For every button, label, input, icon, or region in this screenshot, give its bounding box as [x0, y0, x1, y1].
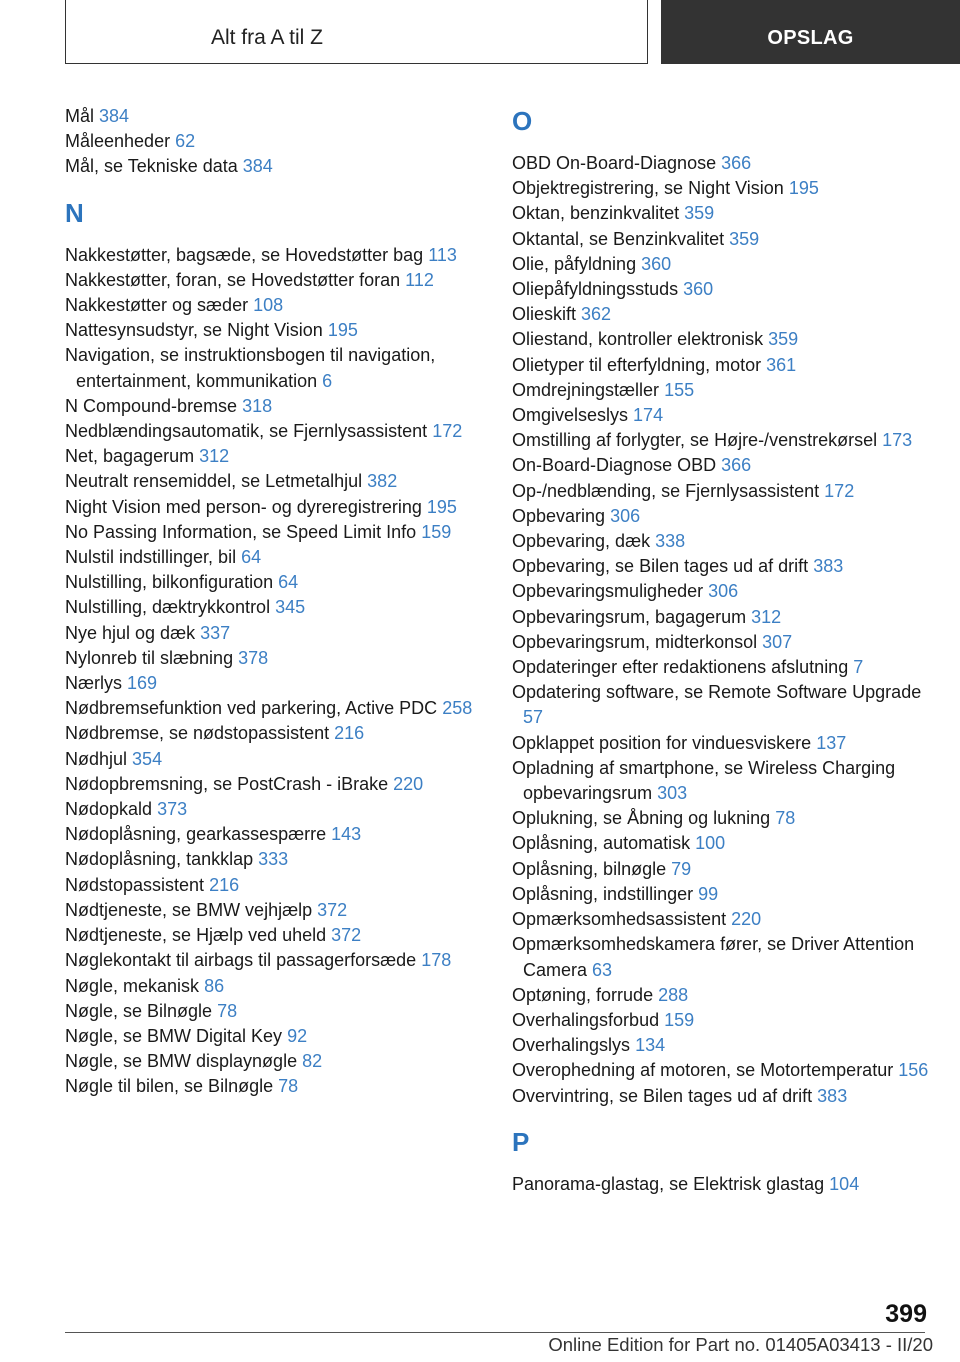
index-entry	[65, 721, 485, 746]
index-entry	[65, 154, 485, 179]
index-page-link[interactable]: 216	[334, 723, 365, 744]
index-page-link[interactable]: 216	[209, 874, 240, 895]
index-entry-text: Nøgle, se BMW displaynøgle	[65, 1051, 298, 1072]
index-page-link[interactable]: 82	[302, 1051, 323, 1072]
index-entry	[65, 621, 485, 646]
index-entry	[512, 378, 932, 403]
index-entry-text: Nødopkald	[65, 799, 153, 820]
index-entry-text: Omgivelseslys	[512, 405, 629, 426]
index-page-link[interactable]: 360	[683, 279, 714, 300]
index-entry	[65, 898, 485, 923]
index-entry	[512, 227, 932, 252]
index-entry-text: Navigation, se instruktionsbogen til navigation, entertainment, kommunikation	[65, 345, 436, 391]
index-entry	[65, 570, 485, 595]
index-entry-text: Nødbremse, se nødstopassistent	[65, 723, 330, 744]
index-entry	[512, 605, 932, 630]
index-entry	[65, 520, 485, 545]
index-entry	[65, 1074, 485, 1099]
index-entry	[65, 923, 485, 948]
index-entry-text: Oplåsning, bilnøgle	[512, 858, 667, 879]
index-page-link[interactable]: 312	[199, 446, 230, 467]
index-page-link[interactable]: 174	[633, 405, 664, 426]
index-entry	[512, 176, 932, 201]
index-column-right	[512, 104, 932, 1197]
index-page-link[interactable]: 345	[275, 597, 306, 618]
index-entry	[512, 554, 932, 579]
index-letter-heading: N	[65, 197, 84, 228]
index-page-link[interactable]: 383	[813, 556, 844, 577]
index-entry-text: Objektregistrering, se Night Vision	[512, 178, 784, 199]
index-page-link[interactable]: 288	[658, 984, 689, 1005]
index-entry-text: Nødopbremsning, se PostCrash - iBrake	[65, 773, 389, 794]
index-page-link[interactable]: 99	[698, 883, 719, 904]
index-entry	[65, 671, 485, 696]
index-entry-text: Overophedning af motoren, se Motortemperatur	[512, 1060, 894, 1081]
index-page-link[interactable]: 359	[684, 203, 715, 224]
index-entry-text: Oliepåfyldningsstuds	[512, 279, 679, 300]
index-page-link[interactable]: 195	[327, 320, 358, 341]
index-page-link[interactable]: 137	[816, 732, 847, 753]
index-entry	[65, 1024, 485, 1049]
index-entry-text: Nøgle, mekanisk	[65, 975, 200, 996]
index-entry	[512, 403, 932, 428]
index-entry	[65, 104, 485, 129]
index-entry-text: Nulstilling, dæktrykkontrol	[65, 597, 271, 618]
index-entry	[65, 394, 485, 419]
index-entry	[512, 1033, 932, 1058]
index-page-link[interactable]: 78	[217, 1000, 238, 1021]
index-page-link[interactable]: 64	[278, 572, 299, 593]
index-entry	[512, 831, 932, 856]
index-page-link[interactable]: 378	[238, 647, 269, 668]
index-page-link[interactable]: 372	[331, 925, 362, 946]
page-number: 399	[885, 1300, 927, 1328]
index-entry-text: N Compound-bremse	[65, 395, 238, 416]
index-entry-text: On-Board-Diagnose OBD	[512, 455, 717, 476]
index-entry	[512, 907, 932, 932]
index-entry-text: Nakkestøtter, bagsæde, se Hovedstøtter bag	[65, 244, 424, 265]
index-page-link[interactable]: 86	[204, 975, 225, 996]
index-page-link[interactable]: 134	[635, 1035, 666, 1056]
index-entry-text: Opklappet position for vinduesviskere	[512, 732, 812, 753]
index-page-link[interactable]: 384	[99, 106, 130, 126]
index-page-link[interactable]: 220	[731, 909, 762, 930]
index-entry-text: Opbevaring	[512, 505, 606, 526]
index-entry-text: Mål	[65, 106, 95, 126]
index-page-link[interactable]: 159	[421, 521, 452, 542]
index-page-link[interactable]: 318	[242, 395, 273, 416]
index-page-link[interactable]: 373	[157, 799, 188, 820]
index-entry	[512, 529, 932, 554]
index-page-link[interactable]: 195	[426, 496, 457, 517]
index-entry	[512, 479, 932, 504]
index-page-link[interactable]: 79	[671, 858, 692, 879]
index-entry	[512, 680, 932, 730]
index-page-link[interactable]: 178	[421, 950, 452, 971]
index-entry-text: Nakkestøtter og sæder	[65, 295, 249, 316]
index-entry	[65, 595, 485, 620]
index-entry-text: Oliestand, kontroller elektronisk	[512, 329, 764, 350]
index-page-link[interactable]: 104	[829, 1173, 860, 1194]
index-entry	[512, 882, 932, 907]
index-page-link[interactable]: 159	[664, 1009, 695, 1030]
index-entry-text: Opbevaringsrum, bagagerum	[512, 606, 747, 627]
index-entry-text: Panorama-glastag, se Elektrisk glastag	[512, 1173, 825, 1194]
index-entry-text: Overhalingslys	[512, 1035, 631, 1056]
index-entry-text: Omdrejningstæller	[512, 379, 660, 400]
index-page-link[interactable]: 195	[788, 178, 819, 199]
index-entry-text: OBD On-Board-Diagnose	[512, 153, 717, 173]
index-entry-text: Nødtjeneste, se BMW vejhjælp	[65, 899, 313, 920]
index-entry-text: Overvintring, se Bilen tages ud af drift	[512, 1085, 813, 1106]
index-page-link[interactable]: 62	[175, 131, 196, 152]
index-entry-text: Nødtjeneste, se Hjælp ved uheld	[65, 925, 327, 946]
index-entry	[512, 453, 932, 478]
index-entry-text: Overhalingsforbud	[512, 1009, 660, 1030]
index-entry-text: Neutralt rensemiddel, se Letmetalhjul	[65, 471, 363, 492]
index-page-link[interactable]: 78	[278, 1076, 299, 1097]
index-entry	[65, 419, 485, 444]
index-entry-text: Oplukning, se Åbning og lukning	[512, 808, 771, 829]
index-page-link[interactable]: 143	[331, 824, 362, 845]
index-entry	[512, 327, 932, 352]
index-page-link[interactable]: 312	[751, 606, 782, 627]
index-entry-text: Opbevaringsmuligheder	[512, 581, 704, 602]
section-title: Alt fra A til Z	[210, 26, 323, 49]
index-entry-text: Opdateringer efter redaktionens afslutning	[512, 657, 849, 678]
index-page-link[interactable]: 337	[200, 622, 231, 643]
index-entry	[512, 857, 932, 882]
index-entry-text: Night Vision med person- og dyreregistrering	[65, 496, 422, 517]
index-entry	[65, 646, 485, 671]
index-entry	[65, 873, 485, 898]
index-entry	[65, 747, 485, 772]
index-page-link[interactable]: 92	[287, 1025, 308, 1046]
index-page-link[interactable]: 372	[317, 899, 348, 920]
index-entry	[512, 302, 932, 327]
index-page-link[interactable]: 354	[132, 748, 163, 769]
index-entry	[512, 932, 932, 982]
index-entry-text: Nødhjul	[65, 748, 128, 769]
index-entry-text: Net, bagagerum	[65, 446, 195, 467]
index-letter-heading: P	[512, 1126, 530, 1157]
index-page-link[interactable]: 382	[367, 471, 398, 492]
index-entry-text: Nødoplåsning, tankklap	[65, 849, 254, 870]
index-entry-text: Omstilling af forlygter, se Højre-/venstrekørsel	[512, 430, 878, 451]
index-entry-text: Nærlys	[65, 673, 122, 694]
index-page-link[interactable]: 258	[442, 698, 473, 719]
index-page-link[interactable]: 306	[708, 581, 739, 602]
index-entry	[512, 983, 932, 1008]
index-entry	[512, 252, 932, 277]
index-entry-text: Oplåsning, automatisk	[512, 833, 691, 854]
header-frame	[65, 0, 648, 64]
index-page-link[interactable]: 64	[241, 547, 262, 568]
index-page-link[interactable]: 366	[721, 153, 752, 173]
index-page-link[interactable]: 112	[405, 269, 434, 290]
index-entry-text: Nakkestøtter, foran, se Hovedstøtter foran	[65, 269, 401, 290]
index-entry-text: Optøning, forrude	[512, 984, 654, 1005]
index-entry-text: Nattesynsudstyr, se Night Vision	[65, 320, 323, 341]
index-entry-text: Nylonreb til slæbning	[65, 647, 234, 668]
index-entry	[512, 655, 932, 680]
index-entry	[65, 696, 485, 721]
index-page-link[interactable]: 360	[641, 253, 672, 274]
index-entry	[512, 277, 932, 302]
index-entry-text: Oplåsning, indstillinger	[512, 883, 694, 904]
index-entry	[512, 731, 932, 756]
index-entry-text: Opbevaring, dæk	[512, 531, 651, 552]
index-entry	[65, 129, 485, 154]
index-entry	[65, 948, 485, 973]
index-entry-text: Oktan, benzinkvalitet	[512, 203, 680, 224]
index-entry	[512, 504, 932, 529]
index-page-link[interactable]: 172	[432, 421, 463, 442]
index-entry-text: Nøglekontakt til airbags til passagerforsæde	[65, 950, 417, 971]
index-entry	[512, 1084, 932, 1109]
index-page-link[interactable]: 362	[581, 304, 612, 325]
index-entry	[65, 1049, 485, 1074]
index-entry	[65, 444, 485, 469]
index-entry-text: Opbevaringsrum, midterkonsol	[512, 631, 758, 652]
index-page-link[interactable]: 306	[610, 505, 641, 526]
index-entry	[512, 630, 932, 655]
index-entry-text: Nøgle, se BMW Digital Key	[65, 1025, 283, 1046]
index-entry	[65, 318, 485, 343]
index-entry-text: No Passing Information, se Speed Limit Info	[65, 521, 417, 542]
index-entry	[512, 353, 932, 378]
index-entry	[512, 1172, 932, 1197]
index-entry-text: Opladning af smartphone, se Wireless Charging opbevaringsrum	[512, 757, 896, 804]
index-entry	[512, 579, 932, 604]
index-page-link[interactable]: 384	[242, 156, 273, 177]
index-entry	[65, 469, 485, 494]
index-page-link[interactable]: 307	[762, 631, 793, 652]
index-column-left	[65, 104, 485, 1100]
index-entry-text: Nedblændingsautomatik, se Fjernlysassistent	[65, 421, 428, 442]
index-entry	[512, 151, 932, 176]
index-entry-text: Opmærksomhedskamera fører, se Driver Attention Camera	[512, 934, 915, 980]
index-entry	[65, 495, 485, 520]
index-page-link[interactable]: 220	[393, 773, 424, 794]
index-entry	[65, 797, 485, 822]
index-entry	[65, 545, 485, 570]
index-letter-heading: O	[512, 106, 533, 136]
index-page-link[interactable]: 172	[824, 480, 855, 501]
index-entry-text: Opbevaring, se Bilen tages ud af drift	[512, 556, 809, 577]
index-entry	[512, 1058, 932, 1083]
index-page-link[interactable]: 303	[657, 783, 688, 804]
index-entry-text: Nødstopassistent	[65, 874, 205, 895]
index-entry-text: Måleenheder	[65, 131, 171, 152]
index-entry-text: Oktantal, se Benzinkvalitet	[512, 228, 725, 249]
index-entry-text: Op-/nedblænding, se Fjernlysassistent	[512, 480, 820, 501]
index-entry-text: Nulstil indstillinger, bil	[65, 547, 237, 568]
index-entry	[512, 1008, 932, 1033]
index-entry	[65, 243, 485, 268]
index-page-link[interactable]: 108	[253, 295, 284, 316]
index-entry	[65, 999, 485, 1024]
footer-divider	[65, 1332, 925, 1333]
index-entry-text: Nødbremsefunktion ved parkering, Active PDC	[65, 698, 438, 719]
index-page-link[interactable]: 78	[775, 808, 796, 829]
index-entry-text: Mål, se Tekniske data	[65, 156, 238, 177]
index-page-link[interactable]: 366	[721, 455, 752, 476]
index-page-link[interactable]: 100	[695, 833, 726, 854]
index-page-link[interactable]: 7	[853, 657, 864, 678]
index-page-link[interactable]: 359	[768, 329, 799, 350]
index-entry	[65, 343, 485, 393]
index-entry	[65, 293, 485, 318]
index-entry-text: Nøgle til bilen, se Bilnøgle	[65, 1076, 274, 1097]
index-entry	[65, 268, 485, 293]
index-page-link[interactable]: 63	[592, 959, 613, 980]
index-page-link[interactable]: 113	[428, 244, 457, 265]
index-page-link[interactable]: 169	[127, 673, 158, 694]
index-page-link[interactable]: 6	[322, 370, 333, 391]
index-page-link[interactable]: 333	[258, 849, 289, 870]
index-entry-text: Nulstilling, bilkonfiguration	[65, 572, 274, 593]
index-entry-text: Opmærksomhedsassistent	[512, 909, 727, 930]
index-page-link[interactable]: 156	[898, 1060, 929, 1081]
index-entry-text: Olieskift	[512, 304, 577, 325]
index-entry	[512, 201, 932, 226]
footer-edition: Online Edition for Part no. 01405A03413 - II/20	[548, 1334, 933, 1355]
chapter-tab[interactable]: OPSLAG	[661, 0, 960, 64]
index-entry	[65, 772, 485, 797]
index-entry	[65, 847, 485, 872]
index-entry-text: Nøgle, se Bilnøgle	[65, 1000, 213, 1021]
index-page-link[interactable]: 359	[729, 228, 760, 249]
index-entry	[512, 806, 932, 831]
index-entry	[512, 756, 932, 806]
index-entry	[512, 428, 932, 453]
index-entry-text: Olietyper til efterfyldning, motor	[512, 354, 762, 375]
index-page-link[interactable]: 57	[523, 707, 544, 728]
index-page-link[interactable]: 155	[664, 379, 695, 400]
index-entry-text: Olie, påfyldning	[512, 253, 637, 274]
index-page-link[interactable]: 173	[882, 430, 913, 451]
index-entry	[65, 974, 485, 999]
index-page-link[interactable]: 383	[817, 1085, 848, 1106]
index-entry-text: Opdatering software, se Remote Software Upgrade	[512, 682, 922, 703]
index-entry-text: Nye hjul og dæk	[65, 622, 196, 643]
index-page-link[interactable]: 361	[766, 354, 797, 375]
index-entry	[65, 822, 485, 847]
index-entry-text: Nødoplåsning, gearkassespærre	[65, 824, 327, 845]
index-page-link[interactable]: 338	[655, 531, 686, 552]
